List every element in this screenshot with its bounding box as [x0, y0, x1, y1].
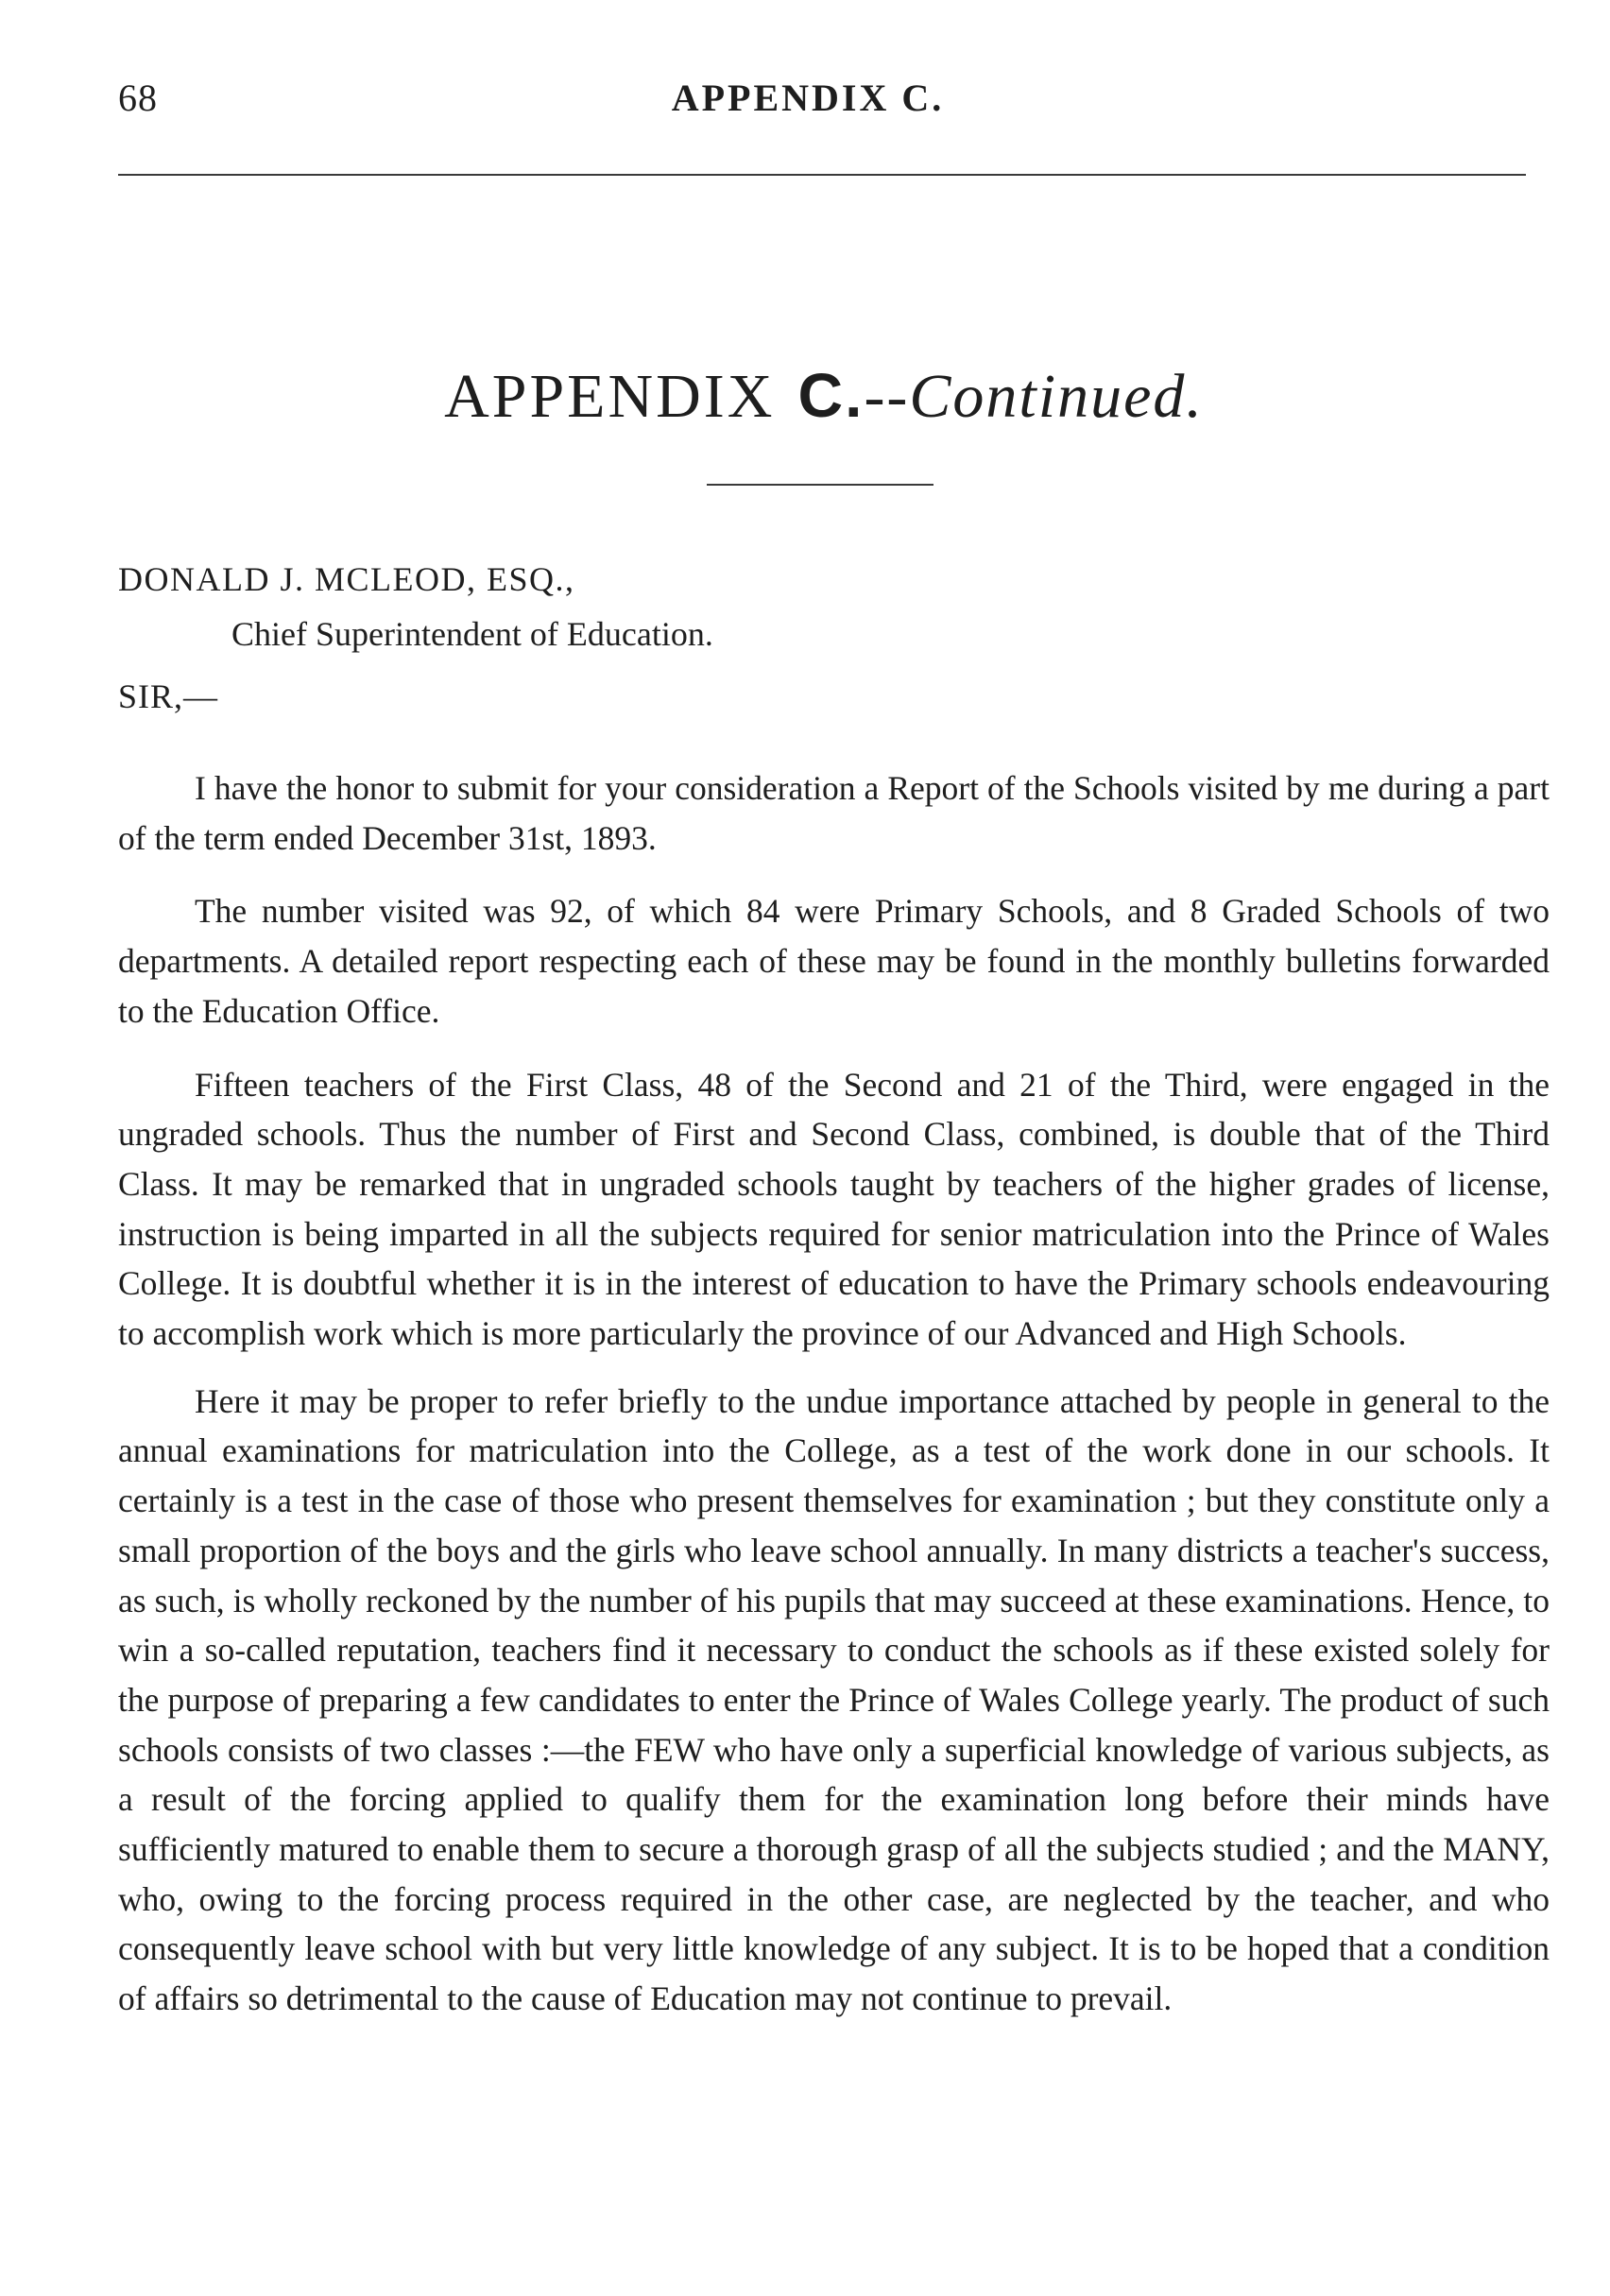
heading-appendix-word: APPENDIX: [444, 362, 776, 431]
addressee-title: Chief Superintendent of Education.: [231, 615, 713, 653]
paragraph-2: The number visited was 92, of which 84 were Primary Schools, and 8 Graded Schools of two departments. A detailed report respecting each of these may be found in the monthly bulletins forwarded to the Education Office.: [118, 892, 1550, 1030]
appendix-heading: [0, 359, 1610, 433]
header-rule: [118, 174, 1526, 176]
heading-rule: [707, 484, 933, 486]
paragraph-3: Fifteen teachers of the First Class, 48 of the Second and 21 of the Third, were engaged in the ungraded schools. Thus the number of First and Second Class, combined, is double that of the Third Class. It may be remarked that in ungraded schools taught by teachers of the higher grades of license, instruction is being imparted in all the subjects required for senior matriculation into the Prince of Wales College. It is doubtful whether it is in the interest of education to have the Primary schools endeavouring to accomplish work which is more particularly the province of our Advanced and High Schools.: [118, 1065, 1550, 1353]
page-number: 68: [118, 77, 158, 119]
running-header: [118, 68, 1526, 125]
addressee: DONALD J. MCLEOD, ESQ.,: [118, 560, 575, 598]
heading-letter: C.: [797, 360, 865, 430]
paragraph-4: Here it may be proper to refer briefly to the undue importance attached by people in general to the annual examinations for matriculation into the College, as a test of the work done in our schools. It certainly is a test in the case of those who present themselves for examination ; but they constitute only a small proportion of the boys and the girls who leave school annually. In many districts a teacher's success, as such, is wholly reckoned by the number of his pupils that may succeed at these examinations. Hence, to win a so-called reputation, teachers find it necessary to conduct the schools as if these existed solely for the purpose of preparing a few candidates to enter the Prince of Wales College yearly. The product of such schools consists of two classes :—the FEW who have only a superficial knowledge of various subjects, as a result of the forcing applied to qualify them for the examination long before their minds have sufficiently matured to enable them to secure a thorough grasp of all the subjects studied ; and the MANY, who, owing to the forcing process required in the other case, are neglected by the teacher, and who consequently leave school with but very little knowledge of any subject. It is to be hoped that a condition of affairs so detrimental to the cause of Education may not continue to prevail.: [118, 1381, 1550, 2018]
heading-continued: --Continued.: [864, 362, 1204, 431]
letter-body: [118, 763, 1550, 2048]
running-title: APPENDIX C.: [671, 77, 945, 119]
salutation: SIR,—: [118, 677, 219, 715]
paragraph-1: I have the honor to submit for your consideration a Report of the Schools visited by me during a part of the term ended December 31st, 1893.: [118, 769, 1550, 857]
